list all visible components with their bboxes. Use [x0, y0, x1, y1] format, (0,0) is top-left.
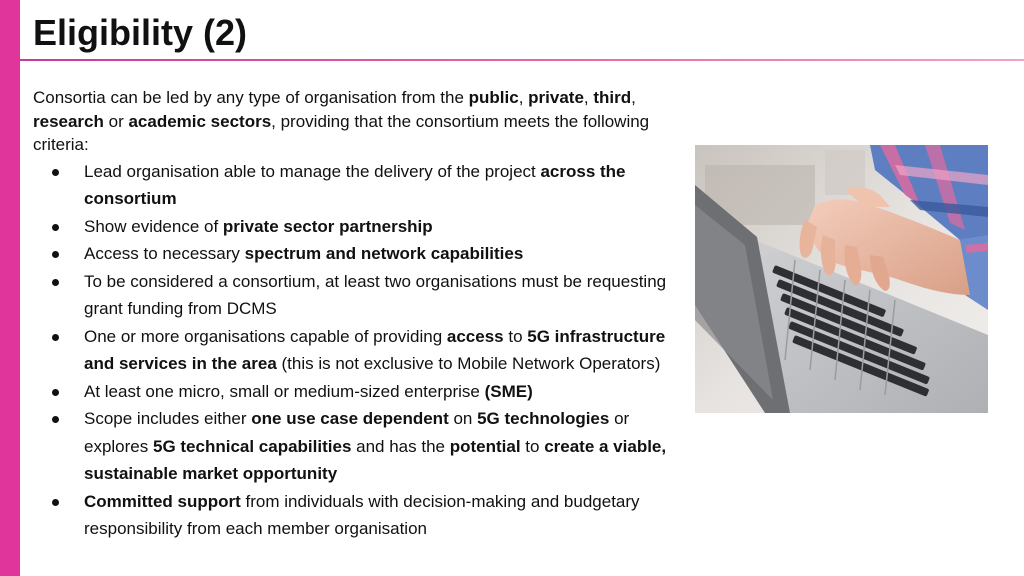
slide-title: Eligibility (2): [33, 12, 248, 53]
criteria-run-bold: across the consortium: [84, 161, 626, 208]
criteria-run-bold: spectrum and network capabilities: [244, 244, 524, 263]
intro-run-bold: third: [593, 88, 632, 107]
criteria-run-bold: access: [446, 326, 504, 346]
criteria-run: One or more organisations capable of providing: [84, 326, 447, 346]
bullet-icon: [52, 389, 59, 396]
criteria-run: Lead organisation able to manage the delivery of the project: [84, 161, 541, 181]
criteria-run-bold: one use case dependent: [251, 409, 449, 428]
intro-run: ,: [518, 88, 529, 107]
accent-bar: [0, 0, 20, 576]
criteria-run-bold: 5G technologies: [477, 409, 610, 428]
criteria-list: [33, 158, 678, 543]
criteria-run: to: [520, 436, 545, 456]
bullet-icon: [52, 499, 59, 506]
bullet-icon: [52, 251, 59, 258]
criteria-run: and has the: [351, 436, 450, 456]
intro-paragraph: [33, 86, 678, 157]
criteria-item-scope: [33, 405, 678, 488]
criteria-run-bold: 5G technical capabilities: [152, 436, 352, 456]
criteria-run: or explores: [84, 409, 630, 456]
criteria-run: to: [503, 326, 528, 346]
intro-run-bold: research: [33, 111, 104, 131]
intro-run-bold: private: [528, 88, 584, 107]
intro-run: , providing that the consortium meets the following criteria:: [33, 111, 650, 154]
laptop-typing-illustration: [695, 145, 988, 413]
title-divider: [20, 59, 1024, 61]
criteria-run-bold: 5G infrastructure and services in the area: [84, 326, 666, 373]
intro-run: Consortia can be led by any type of organisation from the: [33, 88, 469, 107]
laptop-typing-photo: [695, 145, 988, 413]
criteria-run-bold: create a viable, sustainable market opportunity: [84, 436, 667, 483]
criteria-run: from individuals with decision-making and budgetary responsibility from each member organisation: [84, 491, 640, 538]
intro-run-bold: academic sectors: [128, 111, 272, 131]
criteria-run-bold: potential: [449, 436, 521, 456]
bullet-icon: [52, 224, 59, 231]
intro-run: or: [103, 111, 129, 131]
criteria-run: Scope includes either: [84, 409, 252, 428]
criteria-run: At least one micro, small or medium-sized enterprise: [84, 381, 485, 401]
criteria-run: (this is not exclusive to Mobile Network Operators): [276, 354, 661, 373]
criteria-item-sme: [33, 378, 678, 406]
criteria-item-private-sector: [33, 213, 678, 241]
bullet-icon: [52, 416, 59, 423]
criteria-item-lead-organisation: [33, 158, 678, 213]
criteria-run: Show evidence of: [84, 216, 223, 236]
bullet-icon: [52, 334, 59, 341]
criteria-item-spectrum: [33, 240, 678, 268]
bullet-icon: [52, 169, 59, 176]
criteria-run: Access to necessary: [84, 244, 245, 263]
criteria-run: on: [448, 409, 478, 428]
intro-run: ,: [583, 88, 594, 107]
criteria-item-committed-support: [33, 488, 678, 543]
criteria-item-two-organisations: [33, 268, 678, 323]
criteria-run: To be considered a consortium, at least two organisations must be requesting grant funding from DCMS: [84, 271, 667, 318]
intro-run: ,: [631, 88, 636, 107]
criteria-run-bold: private sector partnership: [222, 216, 433, 236]
criteria-run-bold: Committed support: [84, 491, 241, 511]
criteria-run-bold: (SME): [484, 381, 533, 401]
bullet-icon: [52, 279, 59, 286]
intro-run-bold: public: [468, 88, 519, 107]
slide-body: [33, 86, 678, 543]
criteria-item-5g-access: [33, 323, 678, 378]
